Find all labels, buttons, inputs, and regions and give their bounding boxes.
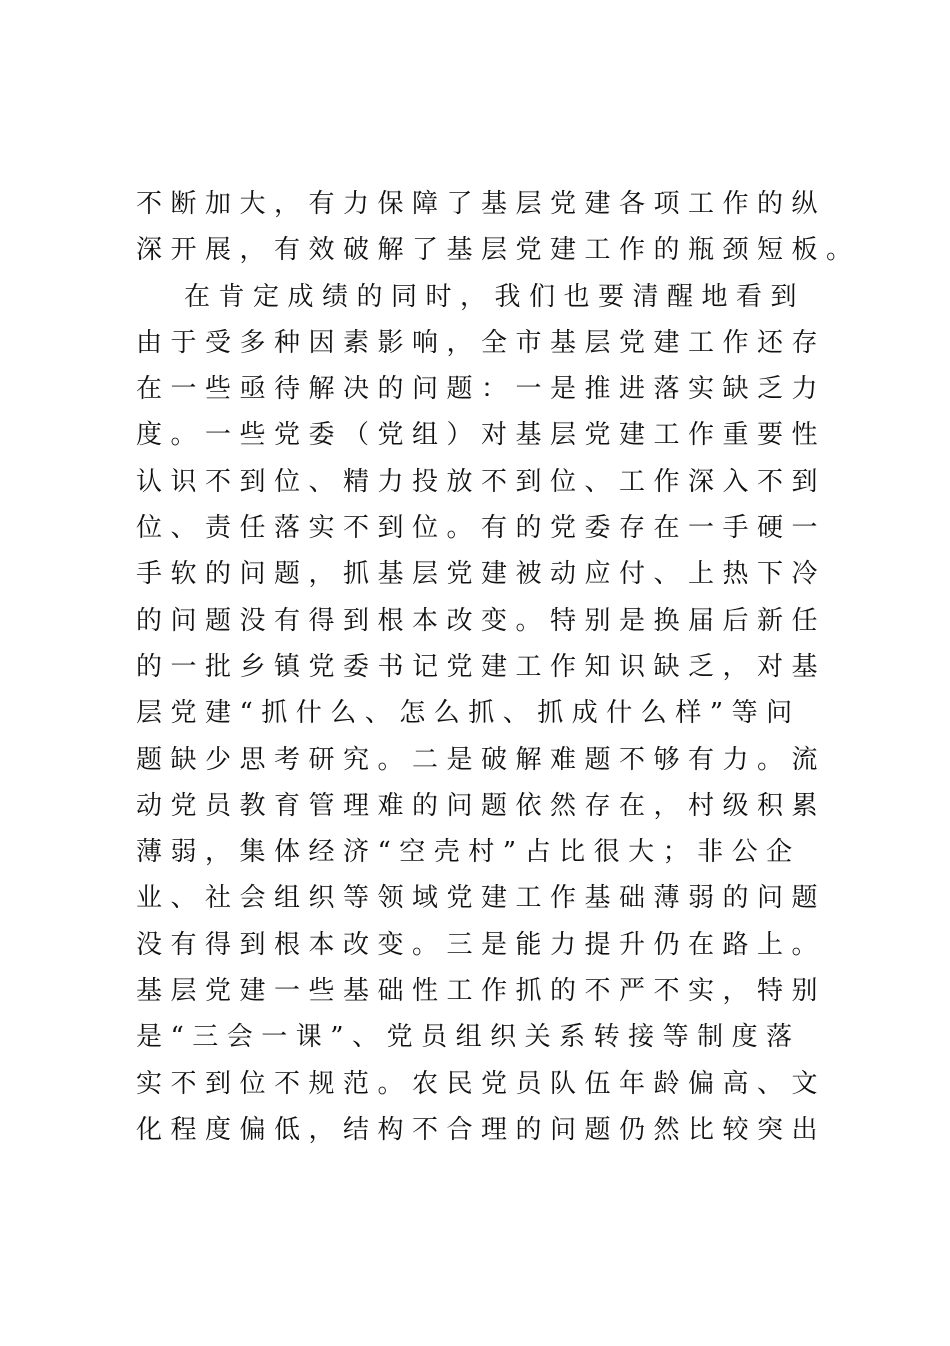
text-line: 基层党建一些基础性工作抓的不严不实，特别 [136,976,827,1007]
text-line: 业、社会组织等领域党建工作基础薄弱的问题 [136,883,827,914]
text-line: 的一批乡镇党委书记党建工作知识缺乏，对基 [136,651,827,682]
body-text [136,181,861,1153]
text-line: 手软的问题，抓基层党建被动应付、上热下冷 [136,559,827,590]
paragraph-first-line: 在肯定成绩的同时，我们也要清醒地看到 [184,281,806,312]
text-line: 实不到位不规范。农民党员队伍年龄偏高、文 [136,1068,827,1099]
text-line: 位、责任落实不到位。有的党委存在一手硬一 [136,513,827,544]
text-line: 在一些亟待解决的问题：一是推进落实缺乏力 [136,374,827,405]
text-line: 度。一些党委（党组）对基层党建工作重要性 [136,420,827,451]
text-line: 薄弱，集体经济“空壳村”占比很大；非公企 [136,837,801,868]
text-line: 由于受多种因素影响，全市基层党建工作还存 [136,327,827,358]
text-line: 认识不到位、精力投放不到位、工作深入不到 [136,466,827,497]
text-line: 动党员教育管理难的问题依然存在，村级积累 [136,790,827,821]
text-line: 题缺少思考研究。二是破解难题不够有力。流 [136,744,827,775]
text-line: 层党建“抓什么、怎么抓、抓成什么样”等问 [136,698,801,729]
text-line: 是“三会一课”、党员组织关系转接等制度落 [136,1022,801,1053]
text-line: 深开展，有效破解了基层党建工作的瓶颈短板。 [136,235,861,266]
text-line: 化程度偏低，结构不合理的问题仍然比较突出 [136,1114,827,1145]
text-line: 没有得到根本改变。三是能力提升仍在路上。 [136,929,827,960]
text-line: 的问题没有得到根本改变。特别是换届后新任 [136,605,827,636]
text-line: 不断加大，有力保障了基层党建各项工作的纵 [136,189,827,219]
